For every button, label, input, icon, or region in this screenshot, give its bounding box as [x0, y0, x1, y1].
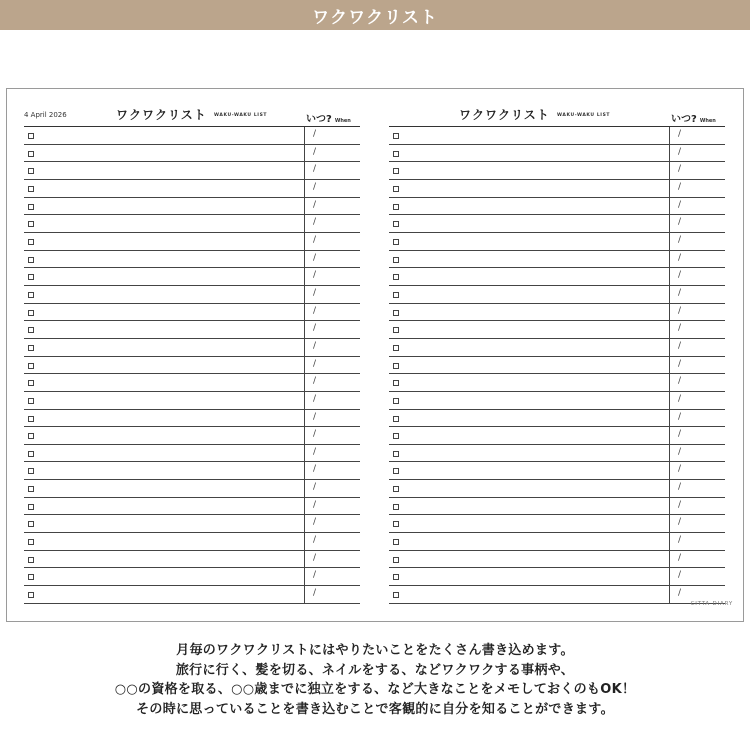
date-slash[interactable]: / [678, 376, 682, 387]
when-divider [669, 392, 670, 410]
when-divider [669, 321, 670, 339]
when-divider [304, 268, 305, 286]
checkbox-icon[interactable] [393, 345, 399, 351]
checkbox-icon[interactable] [393, 221, 399, 227]
date-slash[interactable]: / [313, 552, 317, 563]
list-row[interactable] [24, 568, 360, 586]
when-divider [669, 286, 670, 304]
when-divider [669, 568, 670, 586]
when-divider [669, 339, 670, 357]
checkbox-icon[interactable] [28, 557, 34, 563]
right-page-header [389, 103, 725, 127]
checkbox-icon[interactable] [28, 204, 34, 210]
list-row[interactable] [24, 286, 360, 304]
checkbox-icon[interactable] [28, 380, 34, 386]
when-divider [304, 410, 305, 428]
list-row[interactable] [24, 410, 360, 428]
date-slash[interactable]: / [678, 129, 682, 139]
when-divider [304, 127, 305, 145]
banner-title: ワクワクリスト [312, 7, 438, 28]
list-row[interactable] [389, 251, 725, 269]
date-slash[interactable]: / [678, 482, 682, 493]
checkbox-icon[interactable] [393, 168, 399, 174]
list-row[interactable] [389, 357, 725, 375]
checkbox-icon[interactable] [28, 345, 34, 351]
date-slash[interactable]: / [313, 270, 317, 281]
checkbox-icon[interactable] [28, 292, 34, 298]
list-row[interactable] [24, 586, 360, 604]
list-row[interactable] [389, 162, 725, 180]
when-divider [304, 462, 305, 480]
list-row[interactable] [389, 392, 725, 410]
date-slash[interactable]: / [678, 181, 682, 192]
when-label-en: When [699, 118, 716, 124]
when-divider [304, 357, 305, 375]
when-divider [304, 551, 305, 569]
when-divider [304, 304, 305, 322]
date-slash[interactable]: / [313, 499, 317, 510]
checkbox-icon[interactable] [28, 133, 34, 139]
date-slash[interactable]: / [313, 146, 317, 157]
when-divider [669, 127, 670, 145]
list-row[interactable] [389, 304, 725, 322]
list-row[interactable] [389, 339, 725, 357]
when-divider [304, 180, 305, 198]
when-divider [304, 251, 305, 269]
date-slash[interactable]: / [678, 305, 682, 316]
checkbox-icon[interactable] [28, 257, 34, 263]
when-divider [669, 533, 670, 551]
when-divider [669, 215, 670, 233]
date-slash[interactable]: / [678, 499, 682, 510]
checkbox-icon[interactable] [28, 186, 34, 192]
when-divider [304, 586, 305, 604]
checkbox-icon[interactable] [28, 433, 34, 439]
list-row[interactable] [24, 515, 360, 533]
list-row[interactable] [24, 339, 360, 357]
list-row[interactable] [389, 586, 725, 604]
date-slash[interactable]: / [313, 570, 317, 581]
date-slash[interactable]: / [313, 181, 317, 192]
when-divider [304, 162, 305, 180]
diary-spread [6, 88, 744, 622]
checkbox-icon[interactable] [393, 433, 399, 439]
date-slash[interactable]: / [678, 446, 682, 457]
checkbox-icon[interactable] [28, 327, 34, 333]
list-subtitle: WAKU-WAKU LIST [214, 113, 268, 118]
when-divider [304, 515, 305, 533]
when-divider [669, 427, 670, 445]
list-row[interactable] [24, 480, 360, 498]
date-slash[interactable]: / [313, 482, 317, 493]
checkbox-icon[interactable] [28, 310, 34, 316]
date-slash[interactable]: / [313, 411, 317, 422]
list-row[interactable] [389, 498, 725, 516]
checkbox-icon[interactable] [28, 451, 34, 457]
list-row[interactable] [389, 445, 725, 463]
when-column-header [671, 107, 716, 126]
list-row[interactable] [24, 392, 360, 410]
checkbox-icon[interactable] [28, 151, 34, 157]
list-row[interactable] [389, 286, 725, 304]
when-divider [304, 233, 305, 251]
checkbox-icon[interactable] [393, 151, 399, 157]
checkbox-icon[interactable] [393, 486, 399, 492]
date-slash[interactable]: / [313, 517, 317, 528]
date-slash[interactable]: / [313, 199, 317, 210]
left-page-header [24, 103, 360, 127]
list-row[interactable] [24, 180, 360, 198]
checkbox-icon[interactable] [28, 521, 34, 527]
date-slash[interactable]: / [313, 129, 317, 139]
date-slash[interactable]: / [678, 588, 682, 599]
when-divider [669, 586, 670, 604]
when-divider [304, 198, 305, 216]
list-row[interactable] [24, 127, 360, 145]
list-row[interactable] [24, 321, 360, 339]
list-title: ワクワクリスト [116, 108, 207, 122]
when-divider [669, 251, 670, 269]
list-row[interactable] [24, 427, 360, 445]
date-slash[interactable]: / [678, 570, 682, 581]
caption-line: 月毎のワクワクリストにはやりたいことをたくさん書き込めます。 [176, 643, 574, 658]
checkbox-icon[interactable] [28, 486, 34, 492]
checkbox-icon[interactable] [393, 380, 399, 386]
checkbox-icon[interactable] [393, 133, 399, 139]
checkbox-icon[interactable] [28, 274, 34, 280]
list-row[interactable] [24, 233, 360, 251]
list-row[interactable] [389, 215, 725, 233]
checkbox-icon[interactable] [393, 451, 399, 457]
date-slash[interactable]: / [678, 217, 682, 228]
date-slash[interactable]: / [678, 234, 682, 245]
date-slash[interactable]: / [313, 217, 317, 228]
list-row[interactable] [389, 462, 725, 480]
checkbox-icon[interactable] [28, 539, 34, 545]
when-divider [304, 339, 305, 357]
list-row[interactable] [24, 445, 360, 463]
description-caption [0, 641, 750, 719]
checkbox-icon[interactable] [393, 521, 399, 527]
date-slash[interactable]: / [678, 552, 682, 563]
checkbox-icon[interactable] [28, 574, 34, 580]
checkbox-icon[interactable] [393, 416, 399, 422]
checkbox-icon[interactable] [28, 468, 34, 474]
caption-line: その時に思っていることを書き込むことで客観的に自分を知ることができます。 [136, 701, 614, 717]
when-divider [669, 268, 670, 286]
date-slash[interactable]: / [313, 340, 317, 351]
checkbox-icon[interactable] [393, 204, 399, 210]
checkbox-icon[interactable] [393, 539, 399, 545]
when-divider [669, 498, 670, 516]
date-slash[interactable]: / [313, 464, 317, 475]
list-row[interactable] [389, 480, 725, 498]
when-divider [304, 445, 305, 463]
checkbox-icon[interactable] [393, 398, 399, 404]
caption-line: 旅行に行く、髪を切る、ネイルをする、などワクワクする事柄や、 [175, 662, 575, 678]
when-divider [669, 180, 670, 198]
checkbox-icon[interactable] [28, 363, 34, 369]
checkbox-icon[interactable] [393, 592, 399, 598]
date-slash[interactable]: / [313, 287, 317, 298]
when-divider [304, 568, 305, 586]
when-divider [669, 198, 670, 216]
date-slash[interactable]: / [313, 234, 317, 245]
list-row[interactable] [24, 374, 360, 392]
date-slash[interactable]: / [313, 323, 317, 334]
when-divider [304, 392, 305, 410]
list-row[interactable] [24, 462, 360, 480]
list-row[interactable] [24, 251, 360, 269]
checkbox-icon[interactable] [393, 292, 399, 298]
caption-line: ○○の資格を取る、○○歳までに独立をする、など大きなことをメモしておくのもOK！ [114, 682, 636, 697]
when-divider [669, 462, 670, 480]
when-divider [669, 480, 670, 498]
checkbox-icon[interactable] [28, 592, 34, 598]
list-row[interactable] [24, 533, 360, 551]
date-slash[interactable]: / [678, 270, 682, 281]
date-slash[interactable]: / [678, 358, 682, 369]
date-slash[interactable]: / [313, 252, 317, 263]
date-slash[interactable]: / [313, 376, 317, 387]
when-column-header [306, 107, 351, 126]
list-title: ワクワクリスト [459, 108, 550, 122]
list-row[interactable] [24, 498, 360, 516]
date-slash[interactable]: / [678, 164, 682, 175]
date-slash[interactable]: / [313, 393, 317, 404]
checkbox-icon[interactable] [28, 416, 34, 422]
when-divider [669, 515, 670, 533]
when-divider [304, 480, 305, 498]
date-slash[interactable]: / [313, 164, 317, 175]
list-row[interactable] [389, 321, 725, 339]
date-slash[interactable]: / [678, 323, 682, 334]
date-slash[interactable]: / [678, 146, 682, 157]
checkbox-icon[interactable] [393, 363, 399, 369]
list-row[interactable] [389, 568, 725, 586]
right-list-rows [389, 127, 725, 604]
checkbox-icon[interactable] [28, 221, 34, 227]
list-row[interactable] [389, 127, 725, 145]
list-row[interactable] [389, 180, 725, 198]
date-slash[interactable]: / [678, 464, 682, 475]
list-row[interactable] [24, 268, 360, 286]
list-row[interactable] [389, 427, 725, 445]
date-slash[interactable]: / [678, 411, 682, 422]
header-banner [0, 0, 750, 30]
list-row[interactable] [24, 551, 360, 569]
when-divider [304, 427, 305, 445]
checkbox-icon[interactable] [393, 557, 399, 563]
when-divider [669, 304, 670, 322]
checkbox-icon[interactable] [393, 574, 399, 580]
checkbox-icon[interactable] [393, 239, 399, 245]
date-slash[interactable]: / [678, 517, 682, 528]
date-slash[interactable]: / [313, 588, 317, 599]
list-row[interactable] [389, 198, 725, 216]
when-divider [304, 321, 305, 339]
date-slash[interactable]: / [678, 199, 682, 210]
when-divider [304, 533, 305, 551]
list-row[interactable] [389, 551, 725, 569]
list-row[interactable] [389, 533, 725, 551]
date-slash[interactable]: / [313, 446, 317, 457]
list-subtitle: WAKU-WAKU LIST [557, 113, 611, 118]
list-row[interactable] [24, 198, 360, 216]
when-divider [669, 374, 670, 392]
when-divider [304, 215, 305, 233]
right-page [389, 103, 725, 604]
checkbox-icon[interactable] [28, 168, 34, 174]
date-slash[interactable]: / [678, 393, 682, 404]
when-divider [669, 357, 670, 375]
date-slash[interactable]: / [678, 287, 682, 298]
list-row[interactable] [389, 233, 725, 251]
checkbox-icon[interactable] [393, 327, 399, 333]
date-slash[interactable]: / [678, 340, 682, 351]
checkbox-icon[interactable] [28, 239, 34, 245]
checkbox-icon[interactable] [393, 274, 399, 280]
checkbox-icon[interactable] [393, 468, 399, 474]
list-row[interactable] [389, 410, 725, 428]
list-row[interactable] [24, 215, 360, 233]
list-row[interactable] [24, 357, 360, 375]
list-row[interactable] [389, 145, 725, 163]
checkbox-icon[interactable] [393, 257, 399, 263]
when-label-jp: いつ? [306, 114, 332, 125]
checkbox-icon[interactable] [393, 186, 399, 192]
when-divider [669, 162, 670, 180]
date-slash[interactable]: / [313, 535, 317, 546]
list-row[interactable] [389, 515, 725, 533]
when-divider [669, 233, 670, 251]
checkbox-icon[interactable] [28, 398, 34, 404]
checkbox-icon[interactable] [28, 504, 34, 510]
checkbox-icon[interactable] [393, 504, 399, 510]
list-row[interactable] [389, 374, 725, 392]
list-row[interactable] [389, 268, 725, 286]
date-slash[interactable]: / [313, 305, 317, 316]
when-divider [669, 445, 670, 463]
list-row[interactable] [24, 162, 360, 180]
when-label-jp: いつ? [671, 114, 697, 125]
list-row[interactable] [24, 304, 360, 322]
date-slash[interactable]: / [313, 358, 317, 369]
when-divider [304, 498, 305, 516]
when-divider [304, 286, 305, 304]
date-slash[interactable]: / [313, 429, 317, 440]
when-divider [304, 145, 305, 163]
when-divider [304, 374, 305, 392]
date-slash[interactable]: / [678, 429, 682, 440]
date-slash[interactable]: / [678, 252, 682, 263]
left-list-rows [24, 127, 360, 604]
date-slash[interactable]: / [678, 535, 682, 546]
list-row[interactable] [24, 145, 360, 163]
date-label: 4 April 2026 [24, 111, 67, 119]
when-divider [669, 145, 670, 163]
when-divider [669, 410, 670, 428]
brand-label: CITTA DIARY [690, 601, 733, 607]
when-label-en: When [334, 118, 351, 124]
when-divider [669, 551, 670, 569]
left-page [24, 103, 360, 604]
checkbox-icon[interactable] [393, 310, 399, 316]
